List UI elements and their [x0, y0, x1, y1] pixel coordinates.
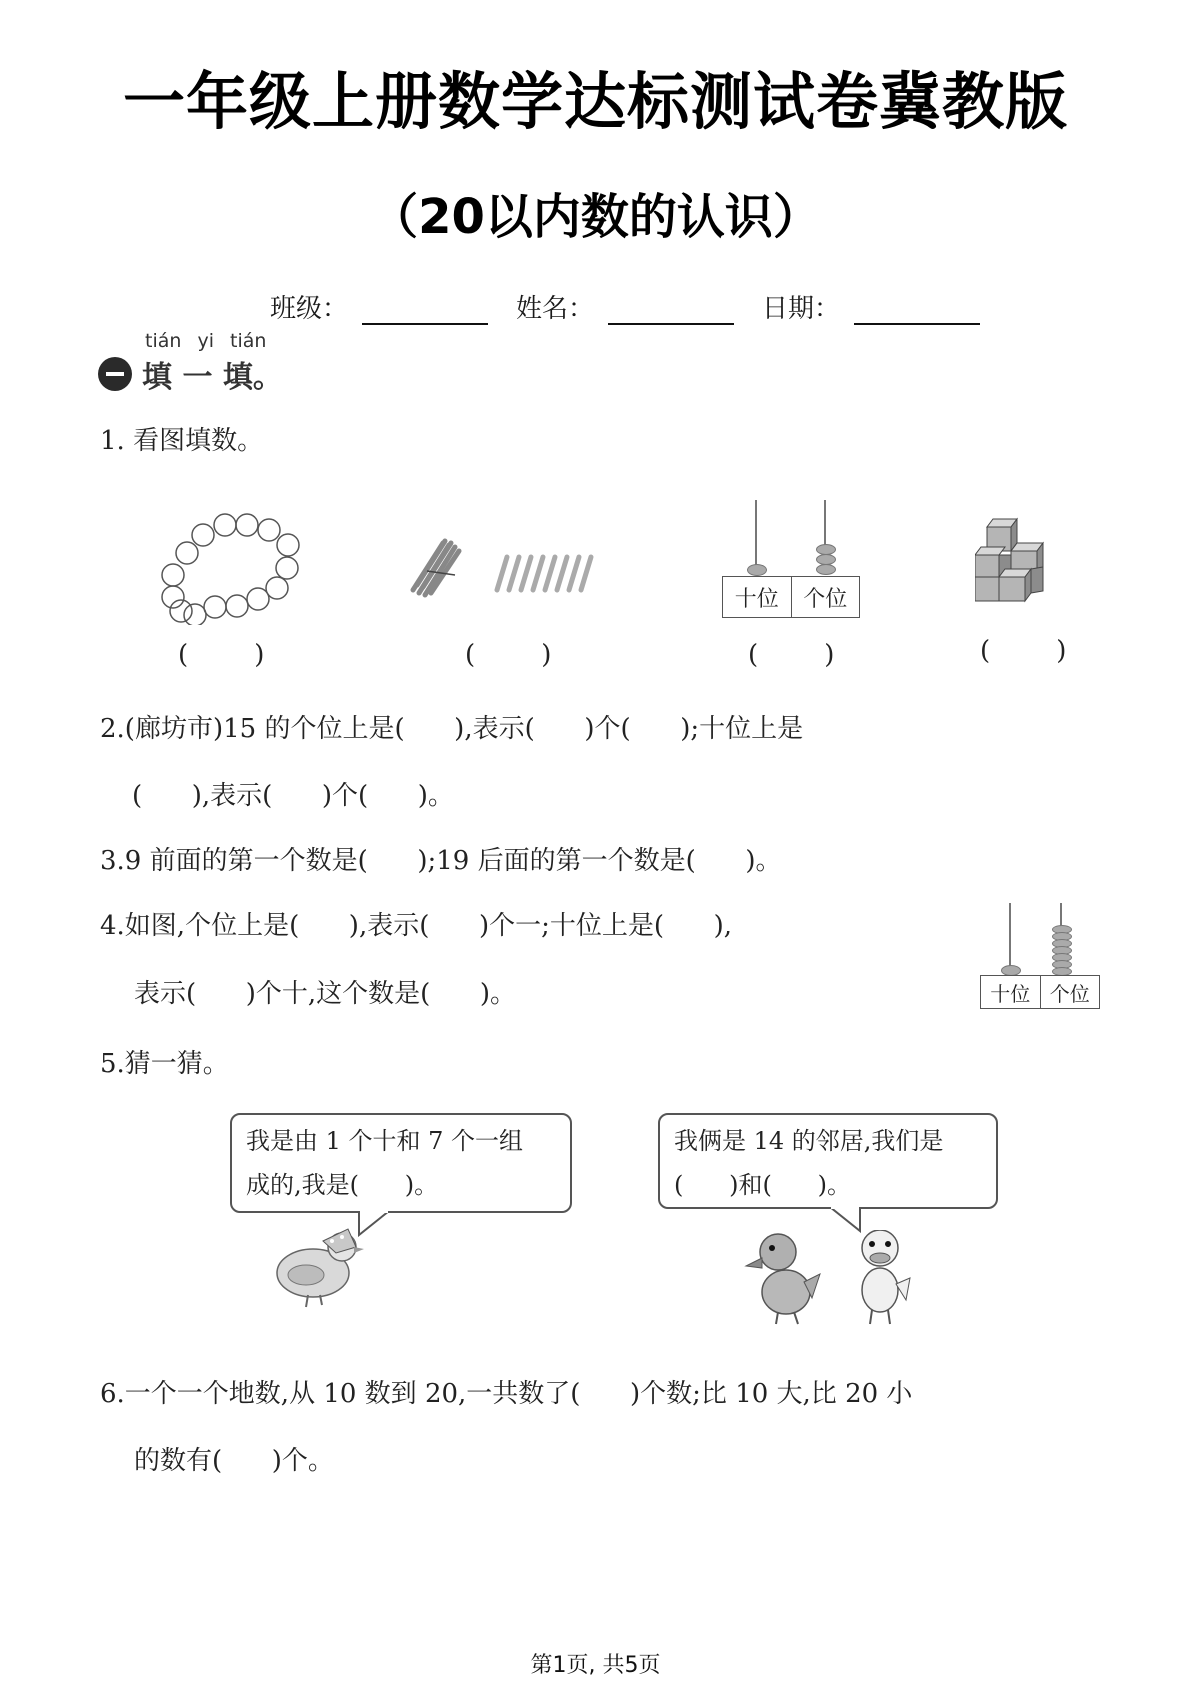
question-2-line-2: ( ),表示( )个( )。: [132, 781, 454, 811]
tens-place-label: 十位: [734, 586, 779, 612]
circle-ring-figure: [155, 505, 305, 625]
q1-answer-blank-4[interactable]: ( ): [980, 636, 1067, 666]
ducklings-illustration: [740, 1230, 920, 1330]
question-6-line-1: 6.一个一个地数,从 10 数到 20,一共数了( )个数;比 10 大,比 20 小: [100, 1379, 913, 1409]
page-title: 一年级上册数学达标测试卷冀教版: [122, 65, 1068, 138]
page-indicator: 第1页, 共5页: [530, 1653, 661, 1678]
name-label: 姓名：: [516, 294, 595, 324]
speech-bubble-hen: [230, 1113, 572, 1213]
question-3: 3.9 前面的第一个数是( );19 后面的第一个数是( )。: [100, 846, 782, 876]
section-heading: [98, 352, 283, 396]
speech-bubble-ducklings: [658, 1113, 998, 1209]
bubble-1-line-2: 成的,我是( )。: [246, 1171, 439, 1199]
ones-place-label-2: 个位: [1040, 976, 1100, 1008]
date-label: 日期：: [762, 294, 841, 324]
q1-answer-blank-2[interactable]: ( ): [465, 640, 552, 670]
bubble-1-line-1: 我是由 1 个十和 7 个一组: [246, 1127, 524, 1155]
bubble-2-line-1: 我俩是 14 的邻居,我们是: [674, 1127, 944, 1155]
cubes-figure: [975, 515, 1055, 615]
section-title: 填 一 填。: [142, 360, 283, 395]
date-field[interactable]: [854, 297, 980, 325]
student-info-row: [270, 288, 994, 325]
abacus-figure-1: [722, 500, 862, 625]
question-5: 5.猜一猜。: [100, 1049, 229, 1079]
abacus-figure-2: [980, 903, 1102, 1013]
tens-place-label-2: 十位: [990, 981, 1031, 1006]
section-pinyin: tián yi tián: [145, 330, 267, 352]
page-subtitle: （20以内数的认识）: [370, 189, 821, 245]
class-field[interactable]: [362, 297, 488, 325]
question-4-line-2: 表示( )个十,这个数是( )。: [134, 979, 517, 1009]
name-field[interactable]: [608, 297, 734, 325]
hen-illustration: [268, 1225, 368, 1310]
question-1: 1. 看图填数。: [100, 426, 264, 456]
class-label: 班级：: [270, 294, 349, 324]
ones-place-label: 个位: [791, 577, 860, 617]
question-2-line-1: 2.(廊坊市)15 的个位上是( ),表示( )个( );十位上是: [100, 714, 804, 744]
sticks-bundle-figure: [405, 535, 605, 605]
q1-answer-blank-3[interactable]: ( ): [748, 640, 835, 670]
bubble-2-line-2: ( )和( )。: [674, 1171, 851, 1199]
question-6-line-2: 的数有( )个。: [134, 1446, 334, 1476]
question-4-line-1: 4.如图,个位上是( ),表示( )个一;十位上是( ),: [100, 911, 732, 941]
section-number-icon: [98, 357, 132, 391]
q1-answer-blank-1[interactable]: ( ): [178, 640, 265, 670]
